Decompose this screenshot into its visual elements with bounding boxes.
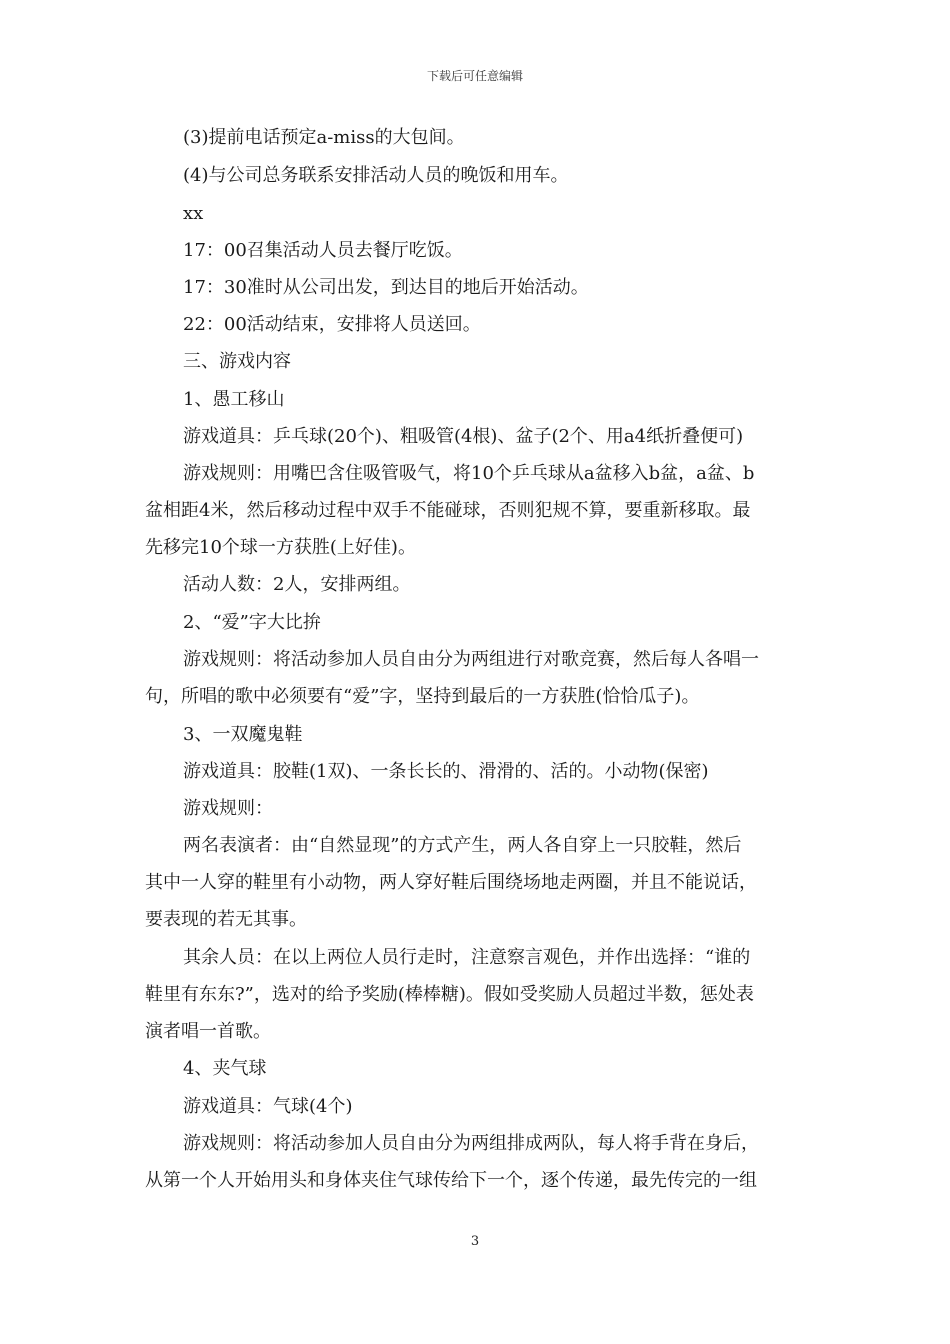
section-heading: 三、游戏内容 <box>183 351 291 372</box>
text-line: (3)提前电话预定a-miss的大包间。 <box>183 127 465 148</box>
game-title: 4、夹气球 <box>183 1058 267 1079</box>
text-line: 演者唱一首歌。 <box>145 1021 271 1042</box>
text-line: 要表现的若无其事。 <box>145 909 307 930</box>
text-line: 游戏道具：气球(4个) <box>183 1096 353 1117</box>
text-line: 活动人数：2人，安排两组。 <box>183 574 411 595</box>
text-line: 其余人员：在以上两位人员行走时，注意察言观色，并作出选择：“谁的 <box>183 947 751 968</box>
text-line: 游戏规则： <box>183 798 273 819</box>
text-line: 22：00活动结束，安排将人员送回。 <box>183 314 481 335</box>
text-line: 句，所唱的歌中必须要有“爱”字，坚持到最后的一方获胜(恰恰瓜子)。 <box>145 686 700 707</box>
text-line: 游戏道具：乒乓球(20个)、粗吸管(4根)、盆子(2个、用a4纸折叠便可) <box>183 426 744 447</box>
game-title: 3、一双魔鬼鞋 <box>183 724 303 745</box>
page-number: 3 <box>470 1234 480 1249</box>
text-line: 鞋里有东东?”，选对的给予奖励(棒棒糖)。假如受奖励人员超过半数，惩处表 <box>145 984 754 1005</box>
text-line: 游戏规则：将活动参加人员自由分为两组进行对歌竞赛，然后每人各唱一 <box>183 649 759 670</box>
text-line: 先移完10个球一方获胜(上好佳)。 <box>145 537 416 558</box>
text-line: 其中一人穿的鞋里有小动物，两人穿好鞋后围绕场地走两圈，并且不能说话， <box>145 872 757 893</box>
text-line: 游戏规则：将活动参加人员自由分为两组排成两队，每人将手背在身后， <box>183 1133 759 1154</box>
page-header: 下载后可任意编辑 <box>426 69 523 83</box>
game-title: 1、愚工移山 <box>183 389 285 410</box>
text-line: (4)与公司总务联系安排活动人员的晚饭和用车。 <box>183 165 569 186</box>
text-line: 盆相距4米，然后移动过程中双手不能碰球，否则犯规不算，要重新移取。最 <box>145 500 751 521</box>
text-line: 游戏道具：胶鞋(1双)、一条长长的、滑滑的、活的。小动物(保密) <box>183 761 709 782</box>
text-line: 两名表演者：由“自然显现”的方式产生，两人各自穿上一只胶鞋，然后 <box>183 835 742 856</box>
text-line: xx <box>183 203 204 224</box>
text-line: 17：00召集活动人员去餐厅吃饭。 <box>183 240 463 261</box>
text-line: 从第一个人开始用头和身体夹住气球传给下一个，逐个传递，最先传完的一组 <box>145 1170 757 1191</box>
text-line: 游戏规则：用嘴巴含住吸管吸气，将10个乒乓球从a盆移入b盆，a盆、b <box>183 463 755 484</box>
text-line: 17：30准时从公司出发，到达目的地后开始活动。 <box>183 277 589 298</box>
game-title: 2、“爱”字大比拚 <box>183 612 321 633</box>
